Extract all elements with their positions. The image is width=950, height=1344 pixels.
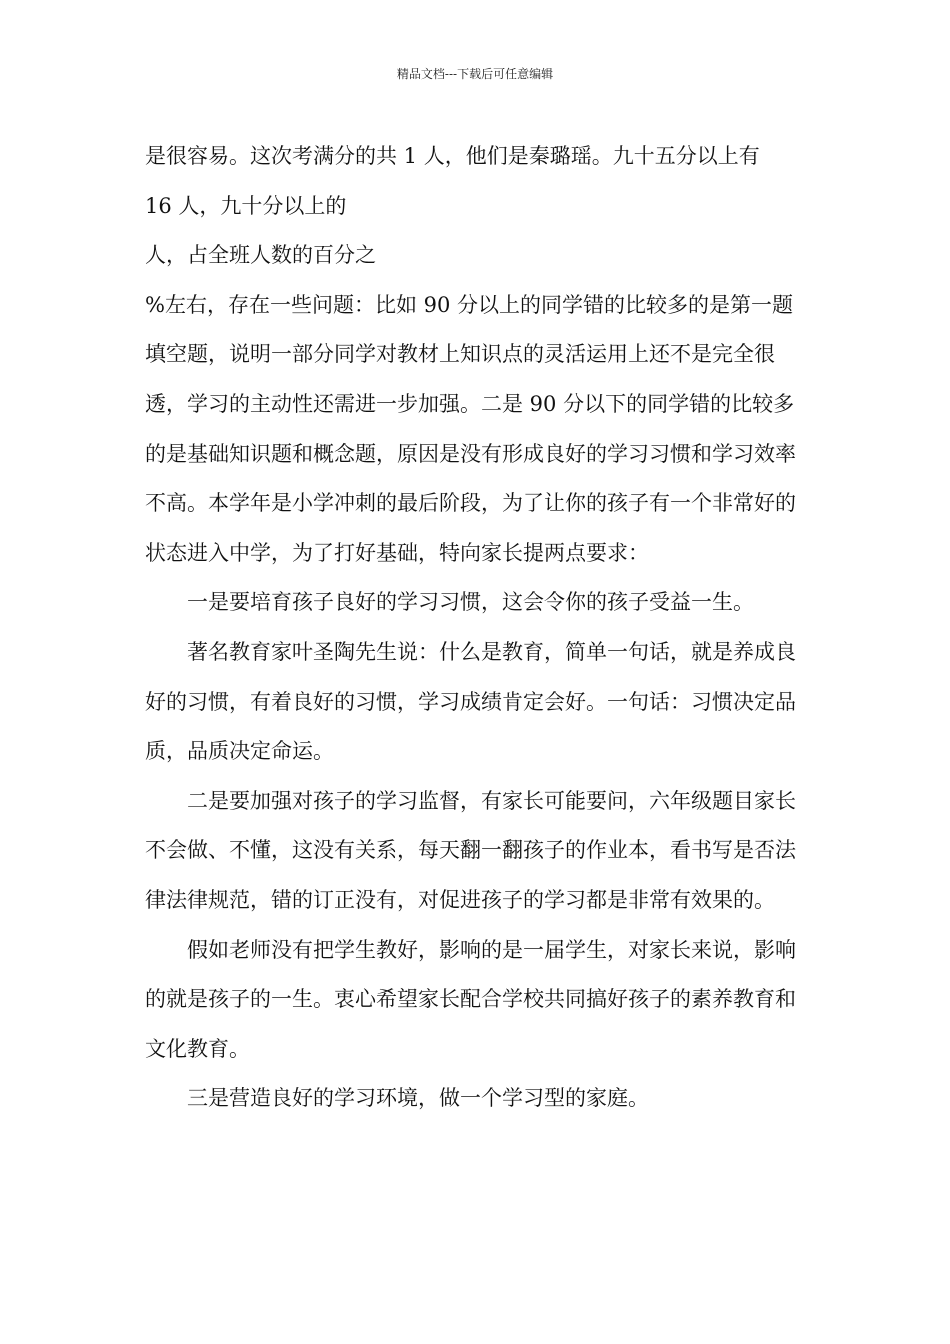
paragraph: 二是要加强对孩子的学习监督，有家长可能要问，六年级题目家长不会做、不懂，这没有关系，每天翻一翻孩子的作业本，看书写是否法律法律规范，错的订正没有，对促进孩子的学习都是非常有效果的。 (145, 788, 796, 912)
paragraph: %左右，存在一些问题：比如 90 分以上的同学错的比较多的是第一题填空题，说明一部分同学对教材上知识点的灵活运用上还不是完全很透，学习的主动性还需进一步加强。二是 90 分以下的同学错的比较多的是基础知识题和概念题，原因是没有形成良好的学习习惯和学习效率不高。本学年是小学冲刺的最后阶段，为了让你的孩子有一个非常好的状态进入中学，为了打好基础，特向家长提两点要求： (145, 292, 796, 565)
paragraph: 三是营造良好的学习环境，做一个学习型的家庭。 (187, 1086, 649, 1111)
page-header: 精品文档---下载后可任意编辑 (396, 67, 554, 81)
paragraph: 著名教育家叶圣陶先生说：什么是教育，简单一句话，就是养成良好的习惯，有着良好的习惯，学习成绩肯定会好。一句话：习惯决定品质，品质决定命运。 (145, 639, 796, 764)
paragraph: 16 人，九十分以上的 (145, 193, 347, 218)
paragraph: 假如老师没有把学生教好，影响的是一届学生，对家长来说，影响的就是孩子的一生。衷心希望家长配合学校共同搞好孩子的素养教育和文化教育。 (145, 937, 796, 1061)
paragraph: 人，占全班人数的百分之 (145, 243, 376, 268)
paragraph: 一是要培育孩子良好的学习习惯，这会令你的孩子受益一生。 (187, 590, 754, 615)
document-body (145, 132, 813, 1124)
paragraph: 是很容易。这次考满分的共 1 人，他们是秦璐瑶。九十五分以上有 (145, 144, 760, 168)
